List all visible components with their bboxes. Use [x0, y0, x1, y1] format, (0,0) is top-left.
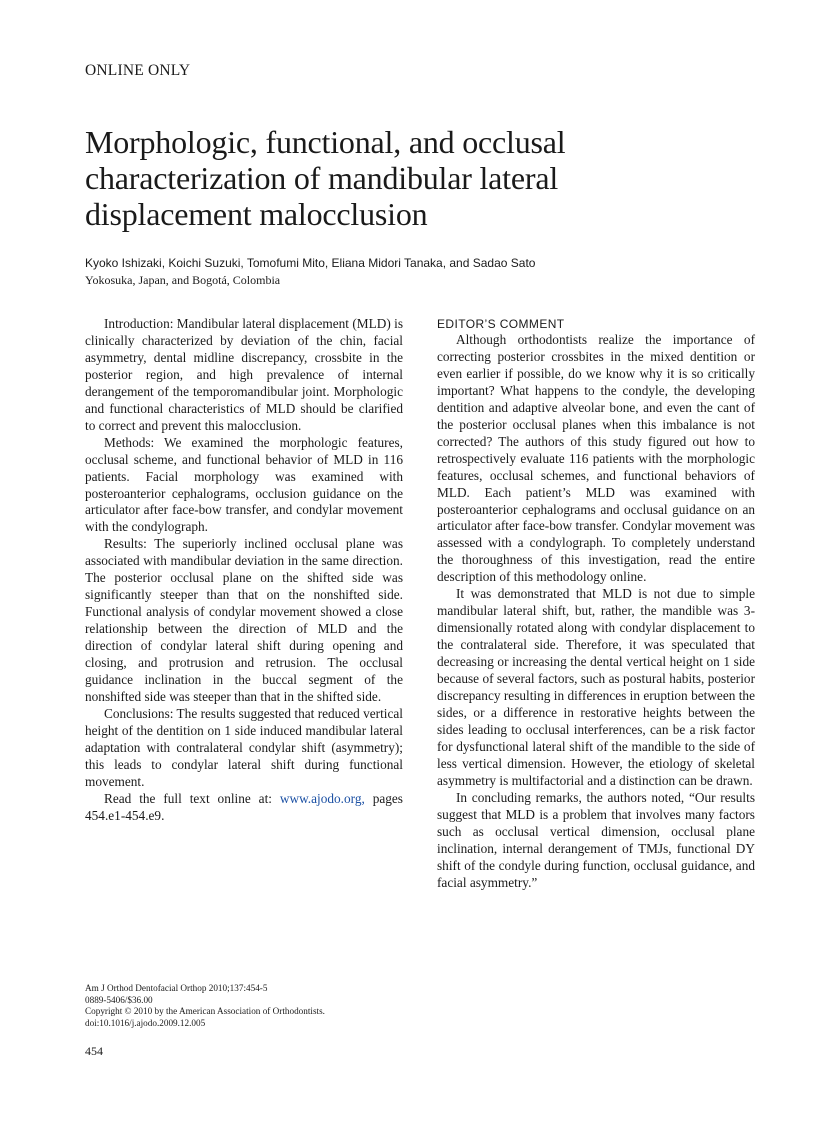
journal-citation: Am J Orthod Dentofacial Orthop 2010;137:454-5 — [85, 983, 268, 993]
editor-paragraph: Although orthodontists realize the importance of correcting posterior crossbites in the mixed dentition or even earlier if possible, do we know why it is so critically important? What happens to the condyle, the developing dentition and adaptive alveolar bone, and even the cant of the posterior occlusal planes when this imbalance is not corrected? The authors of this study figured out how to retrospectively evaluate 116 patients with the morphologic features, occlusal schemes, and functional behaviors of MLD. Each patient’s MLD was examined with posteroanterior cephalograms and occlusal guidance on an articulator after face-bow transfer. Condylar movement was assessed with a condylograph. To completely understand the thoroughness of this investigation, read the entire description of this methodology online. — [437, 332, 755, 585]
page-number: 454 — [85, 1044, 103, 1058]
abstract-conclusions: Conclusions: The results suggested that reduced vertical height of the dentition on 1 side induced mandibular lateral adaptation with contralateral condylar shift (asymmetry); this leads to condylar lateral shift during functional movement. — [85, 705, 403, 789]
affiliation: Yokosuka, Japan, and Bogotá, Colombia — [85, 273, 281, 287]
author-list: Kyoko Ishizaki, Koichi Suzuki, Tomofumi Mito, Eliana Midori Tanaka, and Sadao Sato — [85, 256, 536, 270]
editor-paragraph: In concluding remarks, the authors noted, “Our results suggest that MLD is a problem that involves many factors such as occlusal vertical dimension, occlusal plane inclination, internal derangement of TMJs, functional DY shift of the condyle during function, occlusal guidance, and facial asymmetry.” — [437, 789, 755, 890]
copyright: Copyright © 2010 by the American Association of Orthodontists. — [85, 1006, 325, 1017]
journal-link[interactable]: www.ajodo.org, — [279, 790, 365, 806]
title-line: displacement malocclusion — [85, 196, 428, 232]
abstract-results: Results: The superiorly inclined occlusal plane was associated with mandibular deviation in the same direction. The posterior occlusal plane on the shifted side was significantly steeper than that on the nonshifted side. Functional analysis of condylar movement showed a close relationship between the direction of MLD and the direction of condylar lateral shift during opening and closing, and protrusion and retrusion. The occlusal guidance inclination in the buccal segment of the nonshifted side was steeper than that in the shifted side. — [85, 536, 403, 704]
citation-footer — [85, 983, 325, 1029]
title-line: Morphologic, functional, and occlusal — [85, 124, 566, 160]
section-label: ONLINE ONLY — [85, 62, 191, 79]
read-online-note — [85, 791, 403, 825]
doi: doi:10.1016/j.ajodo.2009.12.005 — [85, 1017, 206, 1028]
editor-comment-column — [437, 316, 755, 891]
editor-comment-label: EDITOR’S COMMENT — [437, 317, 565, 331]
title-line: characterization of mandibular lateral — [85, 160, 559, 196]
article-title — [85, 124, 705, 232]
abstract-column — [85, 316, 403, 825]
read-prefix: Read the full text online at: — [104, 790, 280, 806]
issn: 0889-5406/$36.00 — [85, 994, 153, 1005]
read-suffix: pages 454.e1-454.e9. — [85, 790, 403, 823]
abstract-introduction: Introduction: Mandibular lateral displacement (MLD) is clinically characterized by deviation of the chin, facial asymmetry, dental midline discrepancy, crossbite in the posterior region, and high prevalence of internal derangement of the temporomandibular joint. Morphologic and functional characteristics of MLD should be clarified to correct and prevent this malocclusion. — [85, 316, 403, 433]
editor-paragraph: It was demonstrated that MLD is not due to simple mandibular lateral shift, but, rather, the mandible was 3-dimensionally rotated along with condylar displacement to the contralateral side. Therefore, it was speculated that decreasing or increasing the dental vertical height on 1 side because of several factors, such as postural habits, posterior discrepancy resulting in differences in eruption between the sides, or a difference in restorative heights between the sides leading to occlusal interferences, can be a risk factor for dysfunctional lateral shift of the mandible to the side of less vertical dimension. However, the etiology of skeletal asymmetry is multifactorial and a distinction can be drawn. — [437, 586, 755, 788]
abstract-methods: Methods: We examined the morphologic features, occlusal scheme, and functional behavior of MLD in 116 patients. Facial morphology was examined with posteroanterior cephalograms, occlusion guidance on the articulator after face-bow transfer, and condylar movement with the condylograph. — [85, 434, 403, 535]
